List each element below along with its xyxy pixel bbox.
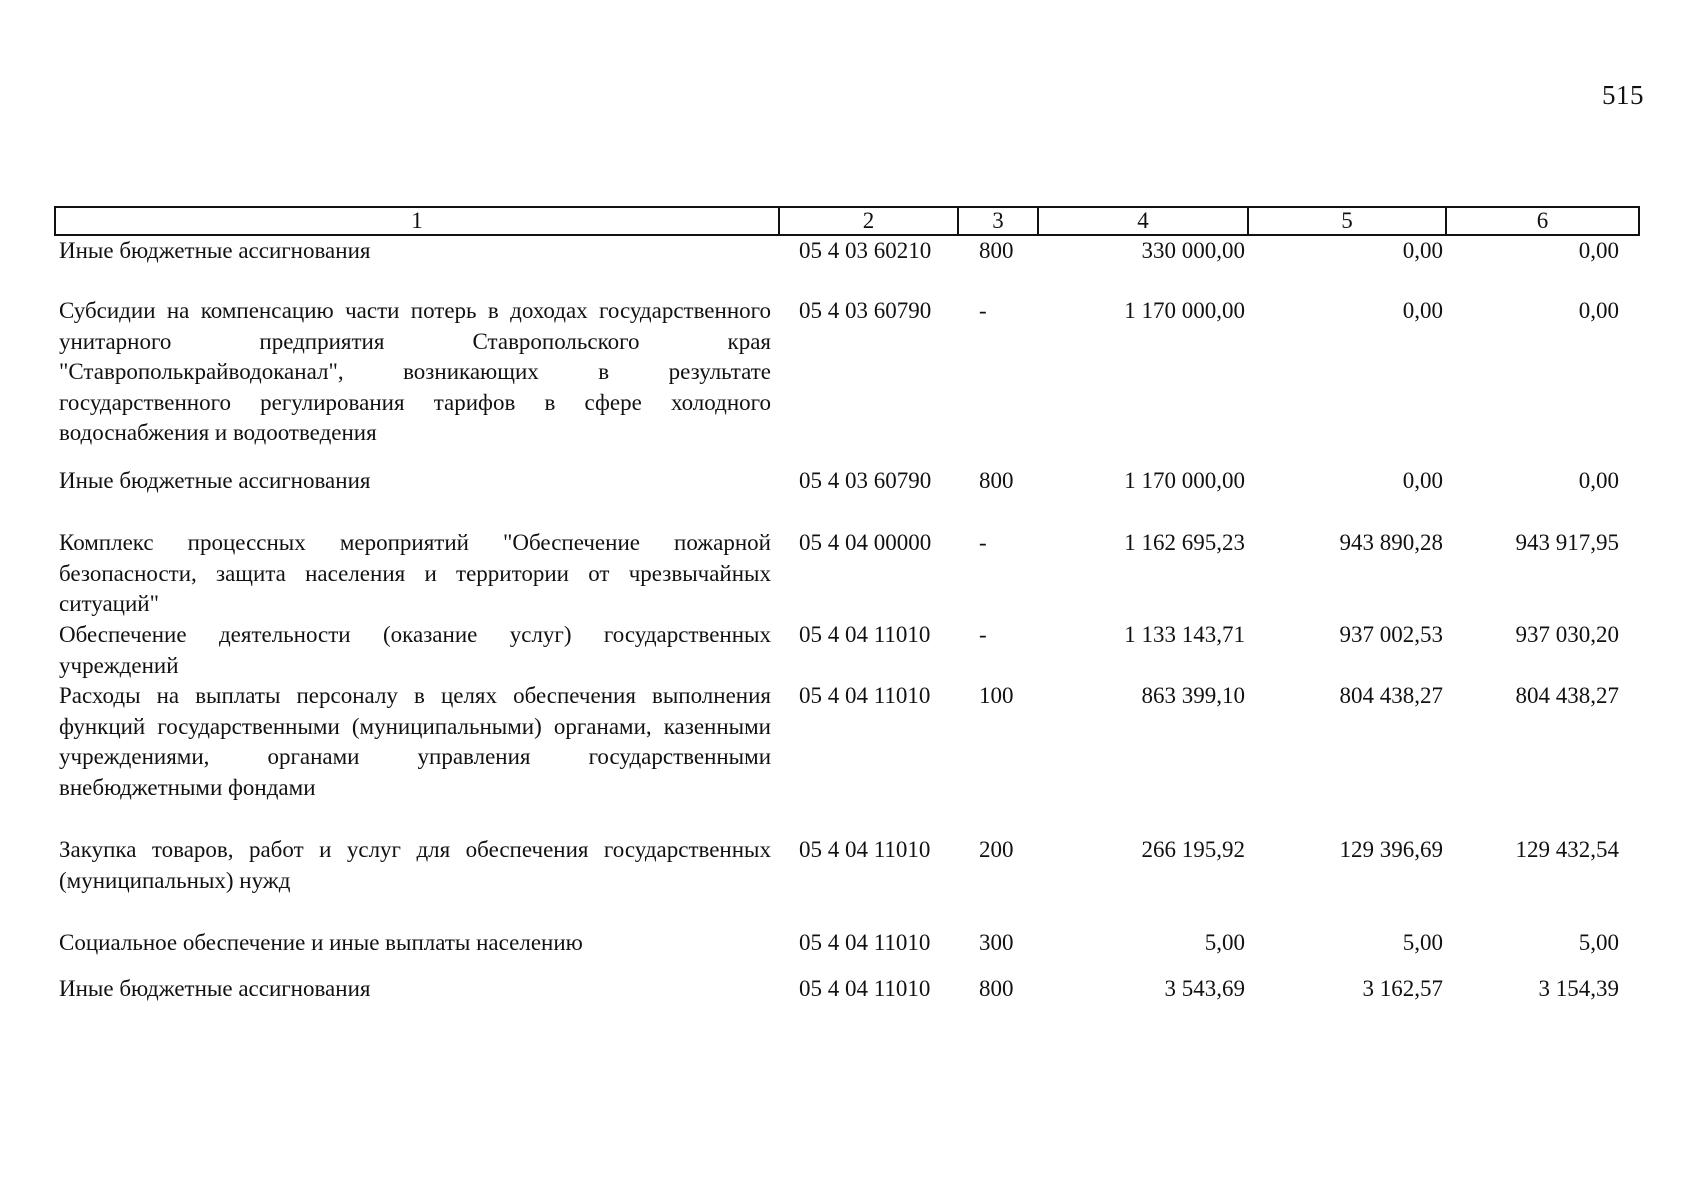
row-name: Комплекс процессных мероприятий "Обеспечение пожарной безопасности, защита населения и территории от чрезвычайных ситуаций" <box>59 530 771 616</box>
row-value-col4: 3 543,69 <box>1164 976 1245 1001</box>
row-expense-type: - <box>979 298 987 323</box>
row-name: Субсидии на компенсацию части потерь в доходах государственного унитарного предприятия Ставропольского края "Ставрополькрайводоканал", возникающих в результате государственного регулирования тарифов в сфере холодного водоснабжения и водоотведения <box>59 298 771 445</box>
row-name: Иные бюджетные ассигнования <box>59 238 371 263</box>
row-value-col4: 1 170 000,00 <box>1124 298 1245 323</box>
row-code: 05 4 04 11010 <box>799 930 931 955</box>
row-value-col5: 937 002,53 <box>1339 622 1443 647</box>
table-row <box>55 835 1639 928</box>
row-code: 05 4 04 11010 <box>799 683 931 708</box>
row-value-col4: 330 000,00 <box>1141 238 1245 263</box>
row-expense-type: 800 <box>979 238 1014 263</box>
row-value-col4: 266 195,92 <box>1141 837 1245 862</box>
row-expense-type: 800 <box>979 468 1014 493</box>
row-value-col6: 0,00 <box>1578 298 1619 323</box>
row-value-col6: 943 917,95 <box>1515 530 1619 555</box>
row-value-col6: 5,00 <box>1578 930 1619 955</box>
row-value-col4: 863 399,10 <box>1141 683 1245 708</box>
table-row <box>55 466 1639 528</box>
row-code: 05 4 04 11010 <box>799 837 931 862</box>
budget-table <box>54 206 1640 1014</box>
header-cell-3: 3 <box>958 207 1038 235</box>
row-value-col5: 0,00 <box>1402 468 1443 493</box>
row-value-col5: 0,00 <box>1402 238 1443 263</box>
row-code: 05 4 03 60790 <box>799 468 932 493</box>
header-cell-5: 5 <box>1248 207 1446 235</box>
row-value-col6: 3 154,39 <box>1538 976 1619 1001</box>
row-code: 05 4 04 11010 <box>799 622 931 647</box>
row-code: 05 4 04 00000 <box>799 530 932 555</box>
row-expense-type: - <box>979 530 987 555</box>
table-row <box>55 296 1639 466</box>
row-expense-type: 800 <box>979 976 1014 1001</box>
row-value-col5: 129 396,69 <box>1339 837 1443 862</box>
table-row <box>55 974 1639 1014</box>
row-value-col6: 0,00 <box>1578 238 1619 263</box>
row-value-col4: 1 170 000,00 <box>1124 468 1245 493</box>
table-row <box>55 681 1639 835</box>
row-name: Иные бюджетные ассигнования <box>59 468 371 493</box>
row-value-col6: 937 030,20 <box>1515 622 1619 647</box>
header-cell-4: 4 <box>1038 207 1248 235</box>
row-value-col5: 3 162,57 <box>1362 976 1443 1001</box>
table-row <box>55 528 1639 620</box>
row-name: Расходы на выплаты персоналу в целях обеспечения выполнения функций государственными (муниципальными) органами, казенными учреждениями, органами управления государственными внебюджетными фондами <box>59 683 771 800</box>
row-value-col6: 129 432,54 <box>1515 837 1619 862</box>
header-cell-1: 1 <box>55 207 779 235</box>
row-value-col4: 5,00 <box>1204 930 1245 955</box>
row-value-col4: 1 133 143,71 <box>1124 622 1245 647</box>
row-code: 05 4 03 60210 <box>799 238 932 263</box>
row-expense-type: 100 <box>979 683 1014 708</box>
page-number: 515 <box>1602 80 1644 110</box>
table-row <box>55 928 1639 974</box>
row-name: Обеспечение деятельности (оказание услуг) государственных учреждений <box>59 622 771 678</box>
row-code: 05 4 03 60790 <box>799 298 932 323</box>
row-expense-type: - <box>979 622 987 647</box>
row-value-col5: 5,00 <box>1402 930 1443 955</box>
row-expense-type: 200 <box>979 837 1014 862</box>
table-row <box>55 620 1639 681</box>
row-value-col5: 943 890,28 <box>1339 530 1443 555</box>
header-cell-2: 2 <box>779 207 958 235</box>
header-cell-6: 6 <box>1446 207 1639 235</box>
row-expense-type: 300 <box>979 930 1014 955</box>
row-value-col4: 1 162 695,23 <box>1124 530 1245 555</box>
header-row <box>55 207 1639 235</box>
row-code: 05 4 04 11010 <box>799 976 931 1001</box>
row-name: Социальное обеспечение и иные выплаты населению <box>59 930 583 955</box>
row-value-col5: 804 438,27 <box>1339 683 1443 708</box>
row-value-col5: 0,00 <box>1402 298 1443 323</box>
row-name: Иные бюджетные ассигнования <box>59 976 371 1001</box>
row-value-col6: 0,00 <box>1578 468 1619 493</box>
table-row <box>55 235 1639 296</box>
row-value-col6: 804 438,27 <box>1515 683 1619 708</box>
row-name: Закупка товаров, работ и услуг для обеспечения государственных (муниципальных) нужд <box>59 837 771 893</box>
